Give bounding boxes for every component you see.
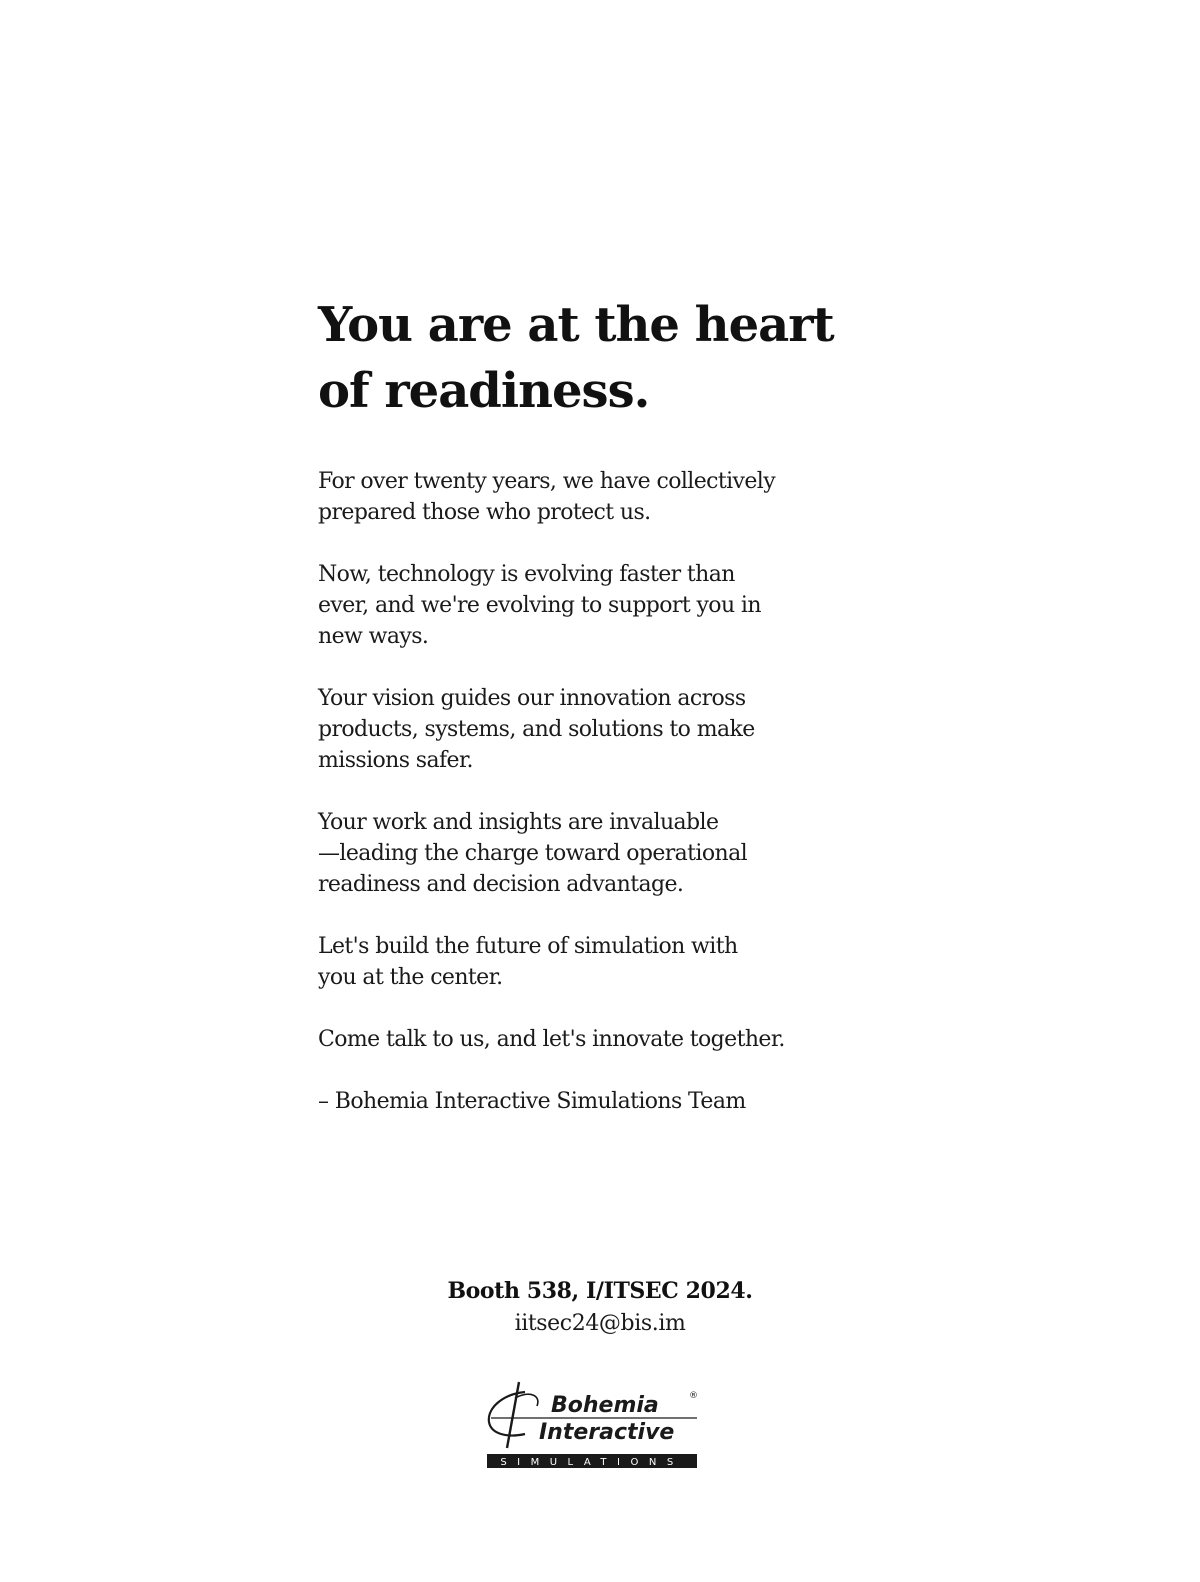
paragraph-line: missions safer. xyxy=(318,748,473,773)
signature-line: – Bohemia Interactive Simulations Team xyxy=(318,1089,746,1114)
paragraph-line: products, systems, and solutions to make xyxy=(318,717,755,742)
paragraph-line: new ways. xyxy=(318,624,429,649)
paragraph-line: Your work and insights are invaluable xyxy=(318,810,719,835)
paragraph-line: Your vision guides our innovation across xyxy=(318,686,746,711)
logo-registered-mark: ® xyxy=(689,1391,698,1401)
logo-word-bohemia: Bohemia xyxy=(551,1393,659,1418)
paragraph-insights xyxy=(318,807,918,900)
paragraph-line: Now, technology is evolving faster than xyxy=(318,562,735,587)
logo-swoosh-tail xyxy=(515,1394,538,1406)
paragraph-history xyxy=(318,466,918,528)
paragraph-line: —leading the charge toward operational xyxy=(318,841,748,866)
paragraph-invitation xyxy=(318,1024,918,1055)
logo-graphic xyxy=(485,1376,701,1472)
paragraph-line: Let's build the future of simulation with xyxy=(318,934,738,959)
paragraph-line: For over twenty years, we have collectively xyxy=(318,469,776,494)
booth-info: Booth 538, I/ITSEC 2024. xyxy=(447,1278,753,1304)
paragraph-line: prepared those who protect us. xyxy=(318,500,651,525)
page-title xyxy=(318,292,918,424)
paragraph-line: you at the center. xyxy=(318,965,503,990)
main-content xyxy=(318,292,918,1148)
paragraph-vision xyxy=(318,683,918,776)
body-text xyxy=(318,466,918,1117)
logo-simulations-text: SIMULATIONS xyxy=(500,1457,684,1468)
logo-swoosh xyxy=(489,1392,525,1436)
logo-crosshair-vertical xyxy=(507,1382,519,1448)
footer xyxy=(0,1274,1200,1340)
contact-email: iitsec24@bis.im xyxy=(514,1311,686,1336)
paragraph-line: ever, and we're evolving to support you in xyxy=(318,593,761,618)
logo-word-interactive: Interactive xyxy=(539,1420,675,1445)
paragraph-line: readiness and decision advantage. xyxy=(318,872,684,897)
paragraph-future xyxy=(318,931,918,993)
paragraph-line: Come talk to us, and let's innovate together. xyxy=(318,1027,785,1052)
paragraph-technology xyxy=(318,559,918,652)
signature xyxy=(318,1086,918,1117)
headline-line-2: of readiness. xyxy=(318,363,650,419)
bohemia-interactive-logo xyxy=(485,1376,701,1472)
headline-line-1: You are at the heart xyxy=(318,297,834,353)
